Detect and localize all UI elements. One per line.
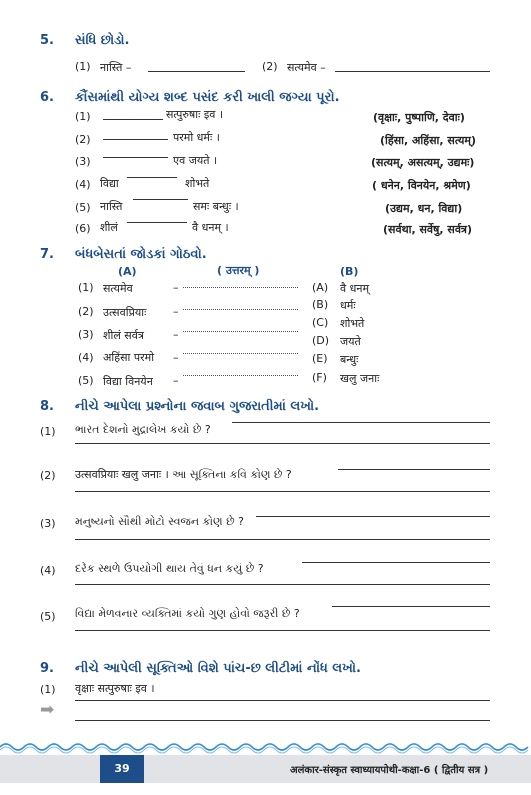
q8-item-number: (5)	[40, 610, 56, 623]
q6-row-options: (हिंसा, अहिंसा, सत्यम्)	[380, 134, 477, 147]
q9-title: નીચે આપેલી સૂક્તિઓ વિશે પાંચ-છ લીટીમાં નોંધ લખો.	[75, 661, 361, 676]
q6-row-options: (वृक्षाः, पुष्पाणि, देवाः)	[373, 111, 465, 124]
q6-blank[interactable]	[103, 119, 163, 120]
q6-title: કૌંસમાંથી યોગ્ય શબ્દ પસંદ કરી ખાલી જગ્યા પૂરો.	[75, 90, 340, 105]
q6-blank[interactable]	[103, 157, 168, 158]
q6-row-options: (सर्वथा, सर्वेषु, सर्वत्र)	[383, 223, 473, 236]
q7-left-number: (3)	[78, 328, 94, 341]
q8-item-number: (3)	[40, 517, 56, 530]
q6-number: 6.	[40, 90, 54, 105]
q7-dash: –	[173, 351, 179, 364]
q6-row-options: ( धनेन, विनयेन, श्रमेण)	[372, 179, 471, 192]
q7-left-number: (5)	[78, 374, 94, 387]
q7-right-text: वै धनम्	[340, 282, 370, 295]
q7-left-text: अहिंसा परमो	[103, 351, 155, 364]
q7-answer-line[interactable]	[183, 287, 298, 288]
q9-item-number: (1)	[40, 683, 56, 696]
q7-column-b-header: (B)	[340, 265, 359, 278]
q6-row-number: (1)	[75, 110, 91, 123]
q7-right-text: धर्मः	[340, 299, 356, 312]
q7-title: બંધબેસતાં જોડકાં ગોઠવો.	[75, 247, 207, 262]
q8-item-question: વિદ્યા મેળવનાર વ્યક્તિમાં કયો ગુણ હોવો જરૂરી છે ?	[75, 607, 300, 620]
q7-left-text: शीलं सर्वत्र	[103, 329, 144, 342]
q6-row-number: (5)	[75, 201, 91, 214]
q7-right-number: (C)	[312, 316, 329, 329]
q5-number: 5.	[40, 33, 54, 48]
q6-row-number: (3)	[75, 155, 91, 168]
q8-item-question: उत्सवप्रियाः खलु जनाः । આ સૂક્તિના કવિ કોણ છે ?	[75, 468, 292, 481]
q7-dash: –	[173, 305, 179, 318]
q6-row-prefix: विद्या	[100, 177, 119, 190]
q5-title: સંધિ છોડો.	[75, 33, 130, 48]
q6-row-text: परमो धर्मः ।	[173, 131, 220, 144]
q7-dash: –	[173, 328, 179, 341]
q8-answer-line[interactable]	[75, 630, 490, 631]
q6-row-text: शोभते	[185, 177, 210, 190]
q7-left-number: (1)	[78, 281, 94, 294]
q5-item-1-number: (1)	[75, 60, 91, 73]
q5-answer-line-1[interactable]	[148, 71, 245, 72]
q8-answer-line[interactable]	[75, 491, 490, 492]
q7-answer-line[interactable]	[183, 331, 298, 332]
q7-answer-column-header: ( उत्तरम् )	[217, 264, 260, 277]
q7-dash: –	[173, 281, 179, 294]
q8-item-number: (2)	[40, 469, 56, 482]
q6-row-number: (4)	[75, 178, 91, 191]
q7-right-text: खलु जनाः	[340, 372, 380, 385]
q6-row-text: एव जयते ।	[173, 154, 218, 167]
q7-right-text: जयते	[340, 335, 361, 348]
q7-right-number: (F)	[312, 371, 327, 384]
q7-answer-line[interactable]	[183, 309, 298, 310]
q6-blank[interactable]	[133, 199, 188, 200]
q7-right-number: (D)	[312, 334, 330, 347]
page-number: 39	[100, 755, 144, 783]
q9-answer-line[interactable]	[75, 700, 490, 701]
q7-right-number: (E)	[312, 352, 328, 365]
q7-number: 7.	[40, 247, 54, 262]
q8-item-number: (4)	[40, 564, 56, 577]
q8-answer-line[interactable]	[75, 539, 490, 540]
footer-book-title: अलंकार-संस्कृत स्वाध्यायपोथी-कक्षा-6 ( द्वितीय सत्र )	[290, 765, 489, 776]
q8-answer-line[interactable]	[256, 516, 490, 517]
q7-left-text: विद्या विनयेन	[103, 375, 153, 388]
q7-dash: –	[173, 374, 179, 387]
q8-answer-line[interactable]	[302, 562, 490, 563]
q8-item-question: ભારત દેશનો મુદ્રાલેખ કયો છે ?	[75, 423, 211, 436]
q7-left-number: (4)	[78, 351, 94, 364]
q8-answer-line[interactable]	[332, 606, 490, 607]
q7-answer-line[interactable]	[183, 375, 298, 376]
q6-blank[interactable]	[127, 222, 187, 223]
q6-row-prefix: शीलं	[100, 221, 118, 234]
decorative-wave-border	[0, 740, 531, 754]
q6-blank[interactable]	[127, 177, 177, 178]
q8-answer-line[interactable]	[232, 422, 490, 423]
q5-item-2-number: (2)	[262, 60, 278, 73]
q8-answer-line[interactable]	[338, 469, 490, 470]
q7-left-text: सत्यमेव	[103, 282, 133, 295]
q7-right-text: शोभते	[340, 317, 365, 330]
q9-answer-line[interactable]	[75, 720, 490, 721]
q7-column-a-header: (A)	[118, 265, 137, 278]
q8-answer-line[interactable]	[75, 584, 490, 585]
q7-left-number: (2)	[78, 305, 94, 318]
q9-item-text: वृक्षाः सत्पुरुषाः इव ।	[75, 682, 155, 695]
q6-row-number: (2)	[75, 133, 91, 146]
q5-item-2-text: सत्यमेव –	[287, 61, 326, 74]
arrow-right-icon: ➡	[40, 700, 55, 720]
q7-left-text: उत्सवप्रियाः	[103, 306, 147, 319]
q7-answer-line[interactable]	[183, 353, 298, 354]
q7-right-number: (B)	[312, 298, 329, 311]
q8-item-number: (1)	[40, 425, 56, 438]
q5-answer-line-2[interactable]	[335, 71, 490, 72]
q6-row-number: (6)	[75, 222, 91, 235]
q5-item-1-text: नास्ति –	[100, 61, 132, 74]
q6-row-options: (उद्यम, धन, विद्या)	[385, 202, 463, 215]
q6-row-text: समः बन्धुः ।	[193, 200, 239, 213]
q8-number: 8.	[40, 399, 54, 414]
q6-row-text: सत्पुरुषाः इव ।	[166, 108, 224, 121]
q6-row-options: (सत्यम्, असत्यम्, उद्यमः)	[371, 156, 475, 169]
q7-right-number: (A)	[312, 281, 329, 294]
q9-number: 9.	[40, 661, 54, 676]
q8-title: નીચે આપેલા પ્રશ્નોના જવાબ ગુજરાતીમાં લખો.	[75, 399, 320, 414]
q6-blank[interactable]	[103, 139, 168, 140]
q8-item-question: દરેક સ્થળે ઉપયોગી થાય તેવું ધન કયું છે ?	[75, 562, 264, 575]
q7-right-text: बन्धुः	[340, 353, 359, 366]
q6-row-prefix: नास्ति	[100, 200, 123, 213]
q8-item-question: મનુષ્યનો સૌથી મોટો સ્વજન કોણ છે ?	[75, 515, 244, 528]
q8-answer-line[interactable]	[75, 443, 490, 444]
q6-row-text: वै धनम् ।	[192, 221, 229, 234]
